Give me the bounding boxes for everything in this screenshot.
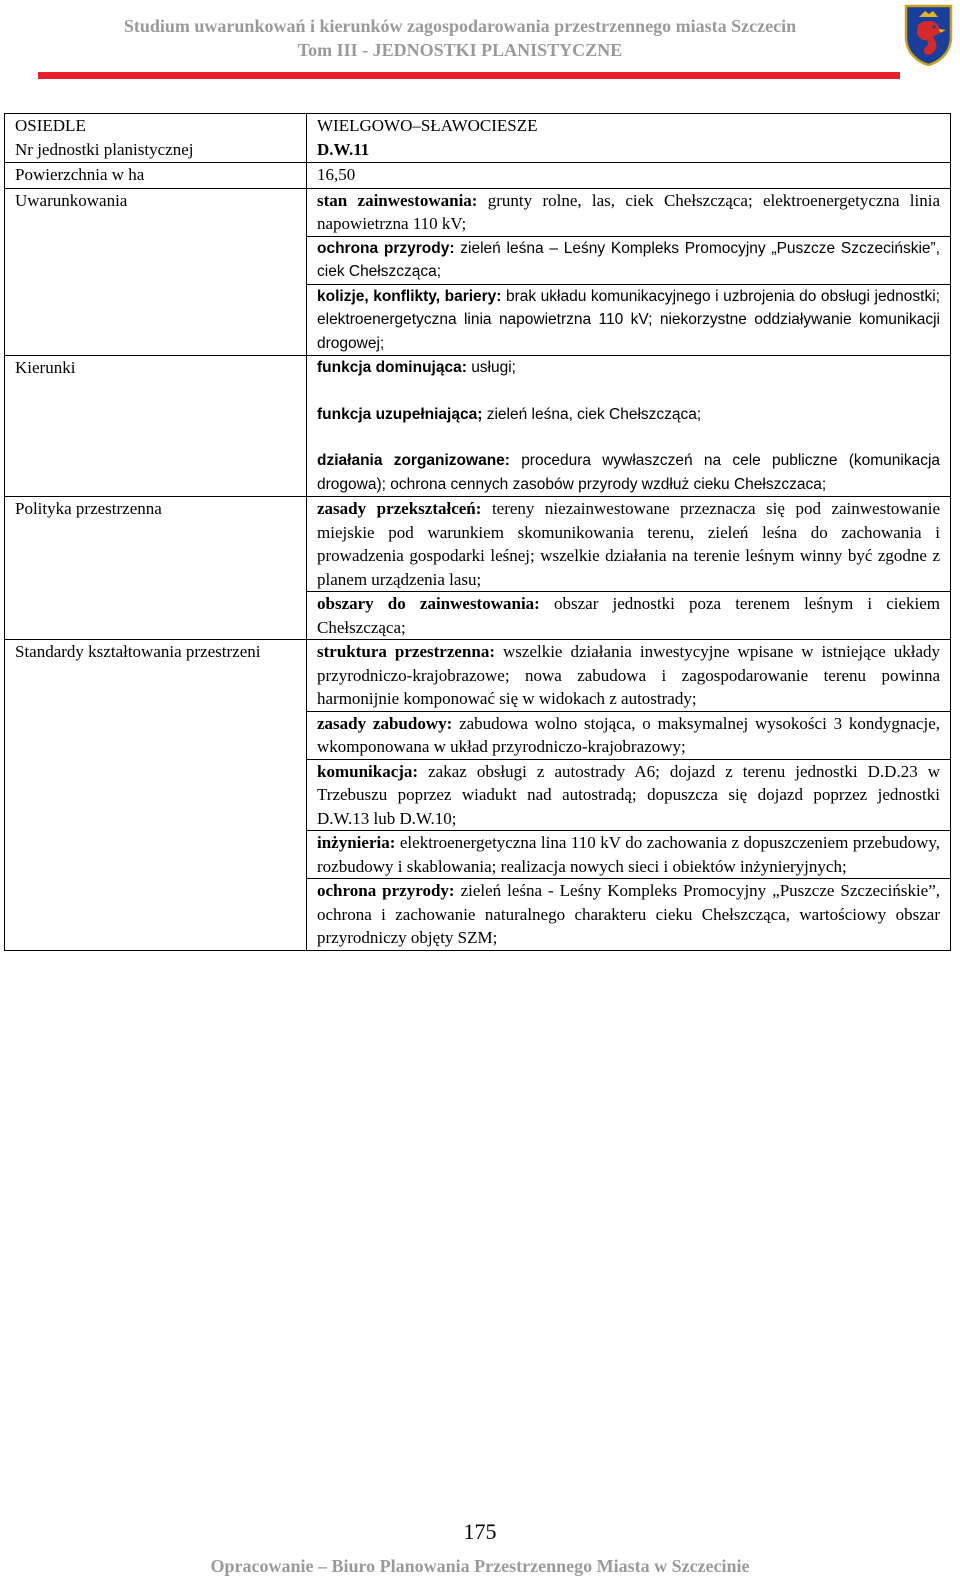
polityka-label: Polityka przestrzenna [5,497,307,592]
inzynieria-text: elektroenergetyczna lina 110 kV do zachowania z dopuszczeniem przebudowy, rozbudowy i skablowania; realizacja nowych sieci i obiektów inżynieryjnych; [317,833,940,876]
header-title: Studium uwarunkowań i kierunków zagospodarowania przestrzennego miasta Szczecin [123,16,797,36]
row-area [5,162,951,188]
obszary-cell [307,592,951,640]
kierunki-cell [307,356,951,497]
zabudowy-key: zasady zabudowy: [317,713,453,733]
zabudowy-text: zabudowa wolno stojąca, o maksymalnej wysokości 3 kondygnacje, wkomponowana w układ przyrodniczo-krajobrazowy; [317,713,940,756]
dzial-key: działania zorganizowane: [317,452,510,469]
row-uwarunkowania-kolizje [5,284,951,356]
funkcja-uzupelniajaca [317,403,940,427]
inzynieria-cell [307,831,951,879]
inzynieria-key: inżynieria: [317,833,396,852]
row-unit-number [5,138,951,163]
struktura-text: wszelkie działania inwestycyjne wpisane w istniejące układy przyrodniczo-krajobrazowe; nowa zabudowa i zagospodarowanie terenu powinna harmonijnie komponować się w widokach z autostrady; [317,642,941,708]
page-number: 175 [463,1519,497,1544]
stan-key: stan zainwestowania: [317,190,478,210]
row-standardy-zabudowy [5,711,951,759]
kierunki-label: Kierunki [5,356,307,497]
struktura-key: struktura przestrzenna: [317,642,495,661]
ochrona-text: zieleń leśna – Leśny Kompleks Promocyjny „Puszcze Szczecińskie”, ciek Chełszcząca; [317,239,940,280]
area-label: Powierzchnia w ha [5,162,307,188]
row-polityka-obszary [5,592,951,640]
kolizje-cell [307,284,951,356]
kolizje-key: kolizje, konflikty, bariery: [317,287,502,305]
row-standardy [5,640,951,712]
zasady-key: zasady przekształceń: [317,499,482,518]
planning-unit-table [4,113,951,951]
zasady-text: tereny niezainwestowane przeznacza się pod zainwestowanie miejskie pod warunkiem skomunikowania terenu, zieleń leśna do zachowania i prowadzenia gospodarki leśnej; wszelkie działania na terenie leśnym winny być zgodne z planem urządzenia lasu; [317,499,941,589]
stan-text: grunty rolne, las, ciek Chełszcząca; elektroenergetyczna linia napowietrzna 110 kV; [317,190,941,233]
row-uwarunkowania [5,188,951,236]
uwarunkowania-label: Uwarunkowania [5,188,307,236]
header-subtitle: Tom III - JEDNOSTKI PLANISTYCZNE [297,40,623,60]
unit-number-label: Nr jednostki planistycznej [5,138,307,163]
row-standardy-ochrona [5,879,951,951]
dom-key: funkcja dominująca: [317,359,467,376]
zasady-cell [307,497,951,592]
funkcja-dominujaca [317,356,940,380]
ochrona-key: ochrona przyrody: [317,239,455,257]
ochrona-przyrody-text: zieleń leśna - Leśny Kompleks Promocyjny „Puszcze Szczecińskie”, ochrona i zachowanie naturalnego charakteru cieku Chełszcząca, wartościowy obszar przyrodniczy objęty SZM; [317,881,941,947]
dom-text: usługi; [471,359,516,376]
row-standardy-inzynieria [5,831,951,879]
dzialania-zorganizowane [317,449,940,496]
komunikacja-cell [307,759,951,831]
ochrona-przyrody-cell [307,879,951,951]
page-footer: Opracowanie – Biuro Planowania Przestrzennego Miasta w Szczecinie [210,1556,750,1576]
szczecin-coat-of-arms-icon [903,3,954,66]
kolizje-text: brak układu komunikacyjnego i uzbrojenia do obsługi jednostki; elektroenergetyczna linia napowietrzna 110 kV; niekorzystne oddziaływanie komunikacji drogowej; [317,287,940,352]
row-kierunki [5,356,951,497]
uzup-text: zieleń leśna, ciek Chełszcząca; [486,405,702,423]
stan-zainwestowania-cell [307,188,951,236]
unit-number-value: D.W.11 [317,139,370,159]
osiedle-value: WIELGOWO–SŁAWOCIESZE [307,114,951,138]
komunikacja-text: zakaz obsługi z autostrady A6; dojazd z terenu jednostki D.D.23 w Trzebuszu poprzez wiadukt nad autostradą; dopuszcza się dojazd poprzez jednostki D.W.13 lub D.W.10; [317,761,940,828]
osiedle-label: OSIEDLE [5,114,307,138]
dzial-text: procedura wywłaszczeń na cele publiczne (komunikacja drogowa); ochrona cennych zasobów przyrody wzdłuż cieku Chełszczaca; [317,452,941,493]
document-header [40,14,880,62]
uzup-key: funkcja uzupełniająca; [317,405,483,423]
ochrona-cell [307,236,951,284]
struktura-cell [307,640,951,712]
row-polityka [5,497,951,592]
header-divider [38,72,900,79]
komunikacja-key: komunikacja: [317,761,419,781]
row-uwarunkowania-ochrona [5,236,951,284]
row-standardy-komunikacja [5,759,951,831]
row-osiedle [5,114,951,138]
obszary-text: obszar jednostki poza terenem leśnym i ciekiem Chełszcząca; [317,594,940,637]
standardy-label: Standardy kształtowania przestrzeni [5,640,307,712]
area-value: 16,50 [307,162,951,188]
obszary-key: obszary do zainwestowania: [317,594,540,613]
ochrona-przyrody-key: ochrona przyrody: [317,881,455,900]
zabudowy-cell [307,711,951,759]
